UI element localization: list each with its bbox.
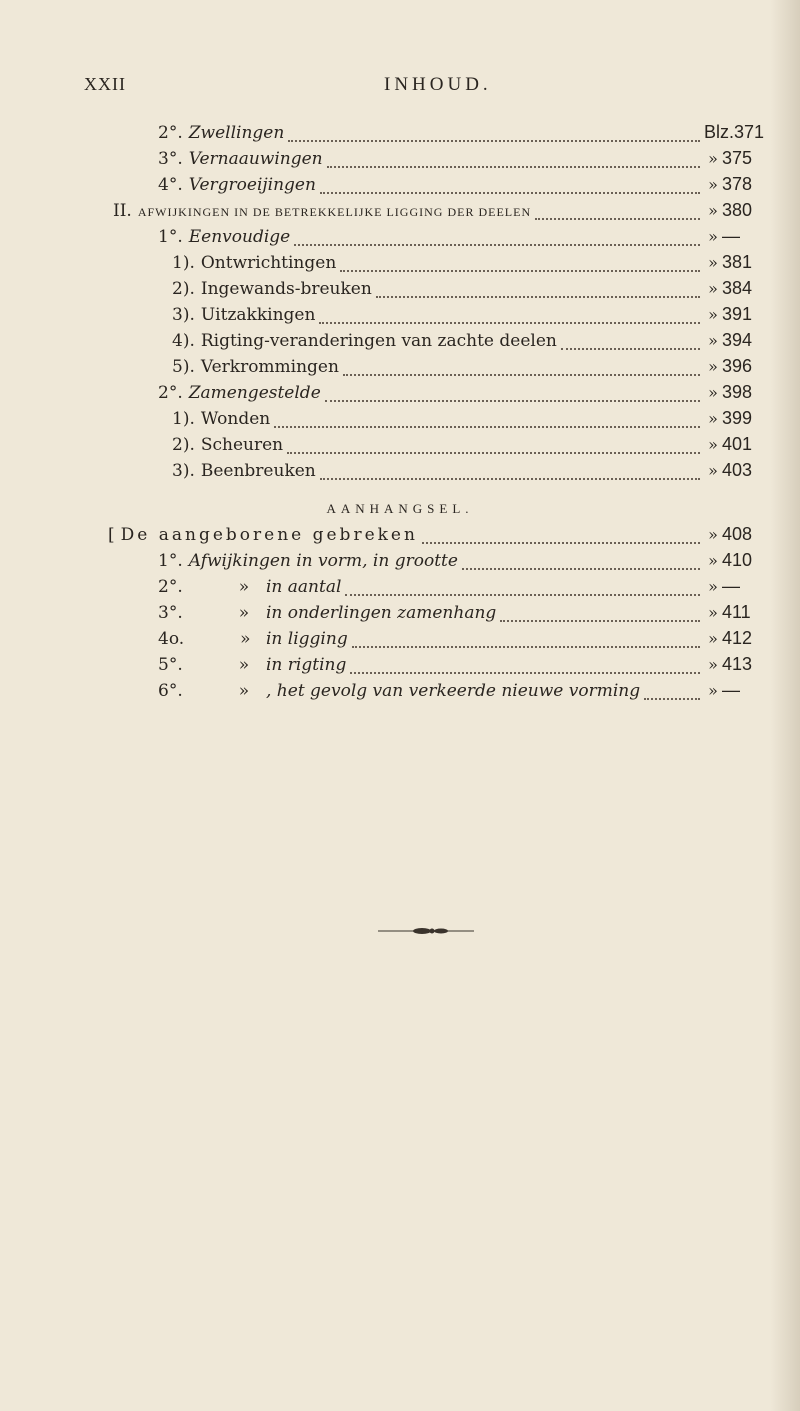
dot-leader — [561, 348, 700, 350]
toc-entry — [0, 122, 800, 148]
ditto-marker: » — [708, 201, 718, 220]
ornament-divider — [378, 926, 474, 936]
entry-title: Wonden — [200, 409, 271, 429]
page-ref: 396 — [722, 356, 753, 376]
entry-prefix-group — [158, 577, 266, 597]
page-ref: 375 — [722, 148, 753, 168]
entry-number: 5°. — [158, 655, 183, 675]
page-ref: — — [722, 226, 740, 246]
ditto-marker: » — [708, 603, 718, 622]
entry-title: , het gevolg van verkeerde nieuwe vorming — [266, 681, 641, 701]
ditto-marker: » — [708, 149, 718, 168]
dot-leader — [500, 620, 700, 622]
entry-title: in aantal — [266, 577, 342, 597]
entry-number: 4). — [172, 331, 195, 351]
toc-entry — [0, 330, 800, 356]
entry-number: 6°. — [158, 681, 183, 701]
entry-number: 4o. — [158, 629, 185, 649]
page-ref: 403 — [722, 460, 753, 480]
entry-number: 3). — [172, 461, 195, 481]
page-ref: 378 — [722, 174, 753, 194]
page-ref: 394 — [722, 330, 753, 350]
entry-prefix-group — [158, 681, 266, 701]
page-ref: 412 — [722, 628, 753, 648]
page-ref: 413 — [722, 654, 753, 674]
ditto-marker: » — [708, 175, 718, 194]
appendix-heading: AANHANGSEL. — [326, 501, 474, 516]
toc-entry — [0, 602, 800, 628]
page-ref: 381 — [722, 252, 753, 272]
dot-leader — [644, 698, 700, 700]
ditto-marker: » — [708, 551, 718, 570]
entry-number: 2). — [172, 279, 195, 299]
ditto-marker: » — [708, 305, 718, 324]
page-ref: — — [722, 680, 740, 700]
toc-main-section — [0, 122, 800, 486]
entry-title: Afwijkingen in vorm, in grootte — [188, 551, 458, 571]
page-ref: — — [722, 576, 740, 596]
table-of-contents — [0, 122, 800, 706]
entry-title: Rigting-veranderingen van zachte deelen — [200, 331, 557, 351]
entry-number: [ — [108, 525, 115, 545]
entry-number: 1°. — [158, 551, 183, 571]
dot-leader — [274, 426, 700, 428]
toc-entry — [0, 576, 800, 602]
dot-leader — [343, 374, 700, 376]
dot-leader — [320, 192, 700, 194]
entry-prefix-group — [158, 655, 266, 675]
toc-entry — [0, 382, 800, 408]
toc-entry — [0, 460, 800, 486]
toc-entry — [0, 524, 800, 550]
entry-number: 2°. — [158, 577, 183, 597]
dot-leader — [288, 140, 700, 142]
ditto-marker: » — [708, 435, 718, 454]
toc-entry — [0, 252, 800, 278]
page-ref: 410 — [722, 550, 753, 570]
ditto-marker: » — [708, 227, 718, 246]
toc-entry — [0, 148, 800, 174]
entry-title: Ontwrichtingen — [200, 253, 337, 273]
ditto-mark: » — [238, 655, 250, 675]
entry-title: Eenvoudige — [188, 227, 291, 247]
ditto-marker: » — [708, 461, 718, 480]
page-ref: 399 — [722, 408, 753, 428]
ditto-mark: » — [238, 577, 250, 597]
entry-prefix-group — [158, 629, 266, 649]
entry-title: Beenbreuken — [200, 461, 316, 481]
ditto-marker: » — [708, 409, 718, 428]
toc-entry — [0, 434, 800, 460]
ditto-marker: » — [708, 629, 718, 648]
entry-title: AFWIJKINGEN IN DE BETREKKELIJKE LIGGING DER DEELEN — [137, 205, 532, 219]
ditto-mark: » — [238, 603, 250, 623]
entry-title: in onderlingen zamenhang — [266, 603, 497, 623]
ditto-mark: » — [238, 681, 250, 701]
page-number: XXII — [84, 74, 126, 94]
page-header — [84, 74, 704, 108]
toc-entry — [0, 408, 800, 434]
toc-entry — [0, 304, 800, 330]
entry-number: 3°. — [158, 149, 183, 169]
ditto-marker: » — [708, 357, 718, 376]
dot-leader — [352, 646, 700, 648]
dot-leader — [350, 672, 700, 674]
entry-title: Vergroeijingen — [188, 175, 316, 195]
toc-appendix-section — [0, 524, 800, 706]
page-ref: 391 — [722, 304, 753, 324]
entry-number: 1°. — [158, 227, 183, 247]
dot-leader — [327, 166, 700, 168]
toc-entry — [0, 628, 800, 654]
entry-number: 3°. — [158, 603, 183, 623]
page-ref: 408 — [722, 524, 753, 544]
ditto-marker: » — [708, 331, 718, 350]
dot-leader — [294, 244, 700, 246]
dot-leader — [462, 568, 700, 570]
entry-number: 4°. — [158, 175, 183, 195]
ditto-marker: » — [708, 383, 718, 402]
dot-leader — [345, 594, 700, 596]
running-title: INHOUD. — [384, 74, 492, 95]
dot-leader — [320, 478, 700, 480]
toc-entry — [0, 174, 800, 200]
page-ref: Blz.371 — [704, 122, 765, 142]
ditto-marker: » — [708, 655, 718, 674]
entry-number: 3). — [172, 305, 195, 325]
ditto-marker: » — [708, 681, 718, 700]
entry-title: Verkrommingen — [200, 357, 339, 377]
entry-prefix-group — [158, 603, 266, 623]
entry-title: Ingewands-breuken — [200, 279, 372, 299]
dot-leader — [422, 542, 700, 544]
entry-title: Vernaauwingen — [188, 149, 323, 169]
entry-number: 2°. — [158, 123, 183, 143]
page-ref: 384 — [722, 278, 753, 298]
dot-leader — [287, 452, 700, 454]
entry-number: 2°. — [158, 383, 183, 403]
entry-number: 2). — [172, 435, 195, 455]
page-ref: 411 — [722, 602, 751, 622]
ditto-marker: » — [708, 279, 718, 298]
toc-entry — [0, 226, 800, 252]
toc-entry — [0, 680, 800, 706]
page-ref: 398 — [722, 382, 753, 402]
dot-leader — [535, 218, 700, 220]
dot-leader — [319, 322, 700, 324]
dot-leader — [325, 400, 700, 402]
ditto-marker: » — [708, 525, 718, 544]
dot-leader — [340, 270, 700, 272]
toc-entry — [0, 550, 800, 576]
dot-leader — [376, 296, 700, 298]
entry-number: 5). — [172, 357, 195, 377]
ditto-marker: » — [708, 253, 718, 272]
entry-title: Zamengestelde — [188, 383, 321, 403]
ditto-mark: » — [240, 629, 251, 649]
entry-title: Scheuren — [200, 435, 284, 455]
ditto-marker: » — [708, 577, 718, 596]
toc-entry — [0, 654, 800, 680]
entry-number: 1). — [172, 253, 195, 273]
entry-number: II. — [113, 201, 132, 221]
entry-title: De aangeborene gebreken — [120, 525, 418, 545]
page-ref: 380 — [722, 200, 753, 220]
entry-title: Uitzakkingen — [200, 305, 316, 325]
entry-title: Zwellingen — [188, 123, 285, 143]
entry-number: 1). — [172, 409, 195, 429]
entry-title: in ligging — [266, 629, 348, 649]
toc-entry — [0, 278, 800, 304]
entry-title: in rigting — [266, 655, 347, 675]
toc-entry — [0, 200, 800, 226]
page-ref: 401 — [722, 434, 753, 454]
toc-entry — [0, 356, 800, 382]
